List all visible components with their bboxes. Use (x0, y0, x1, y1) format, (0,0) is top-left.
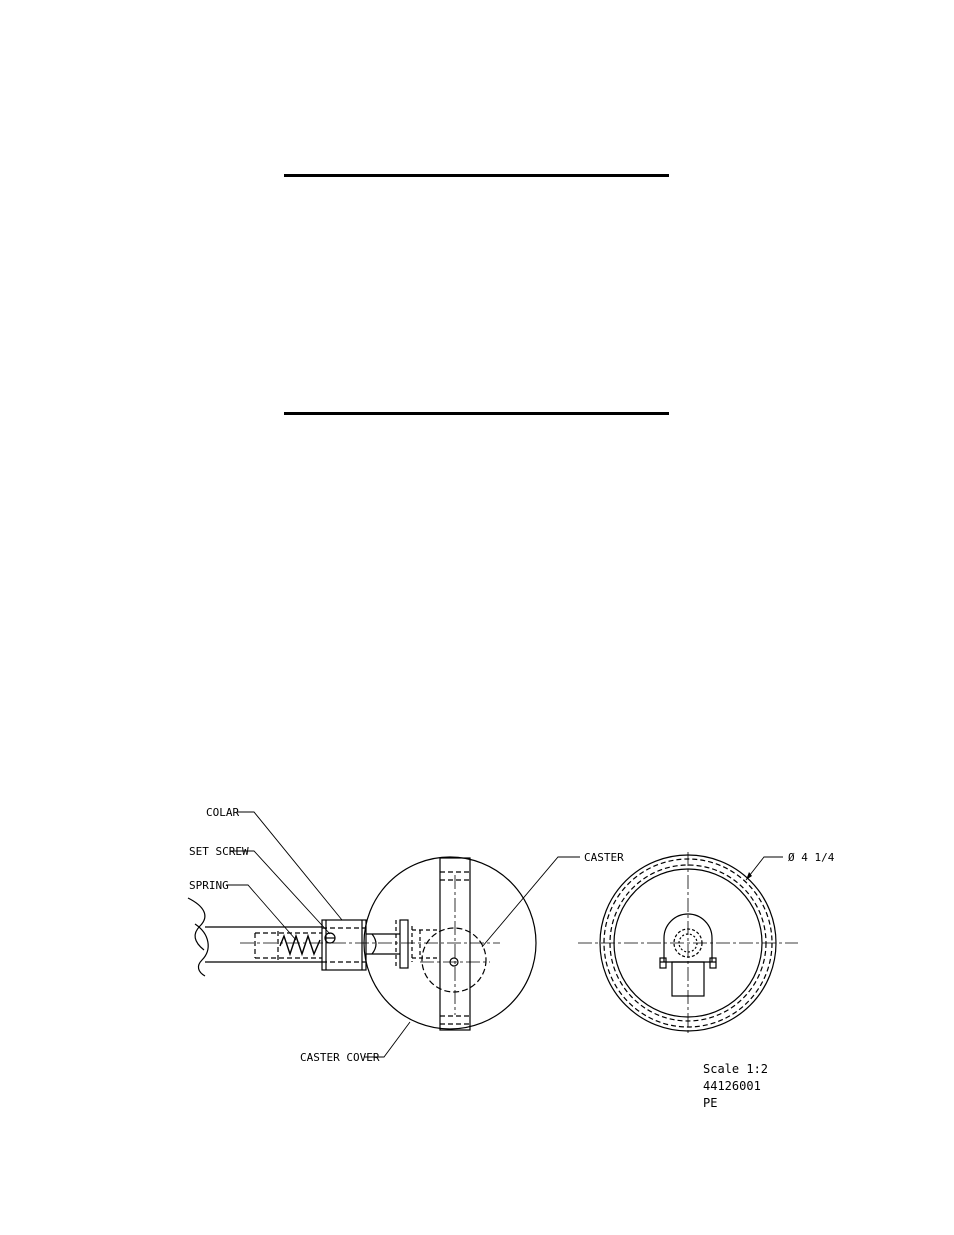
collar (322, 920, 366, 970)
front-view (578, 852, 798, 1034)
rod-break-top (188, 898, 205, 950)
spring (280, 936, 320, 954)
leader-diameter (746, 857, 783, 880)
caster-ball-hidden (422, 928, 486, 992)
rod-break-bottom (195, 924, 208, 976)
label-diameter: Ø 4 1/4 (788, 851, 835, 864)
note-part-number: 44126001 (703, 1079, 761, 1093)
label-caster: CASTER (584, 851, 624, 864)
note-material: PE (703, 1096, 718, 1110)
leader-colar (237, 812, 342, 920)
label-caster-cover: CASTER COVER (300, 1051, 380, 1064)
note-scale: Scale 1:2 (703, 1062, 769, 1076)
label-colar: COLAR (206, 806, 240, 819)
caster-bracket (400, 920, 408, 968)
label-set-screw: SET SCREW (189, 845, 249, 858)
label-spring: SPRING (189, 879, 229, 892)
leader-spring (226, 885, 296, 940)
